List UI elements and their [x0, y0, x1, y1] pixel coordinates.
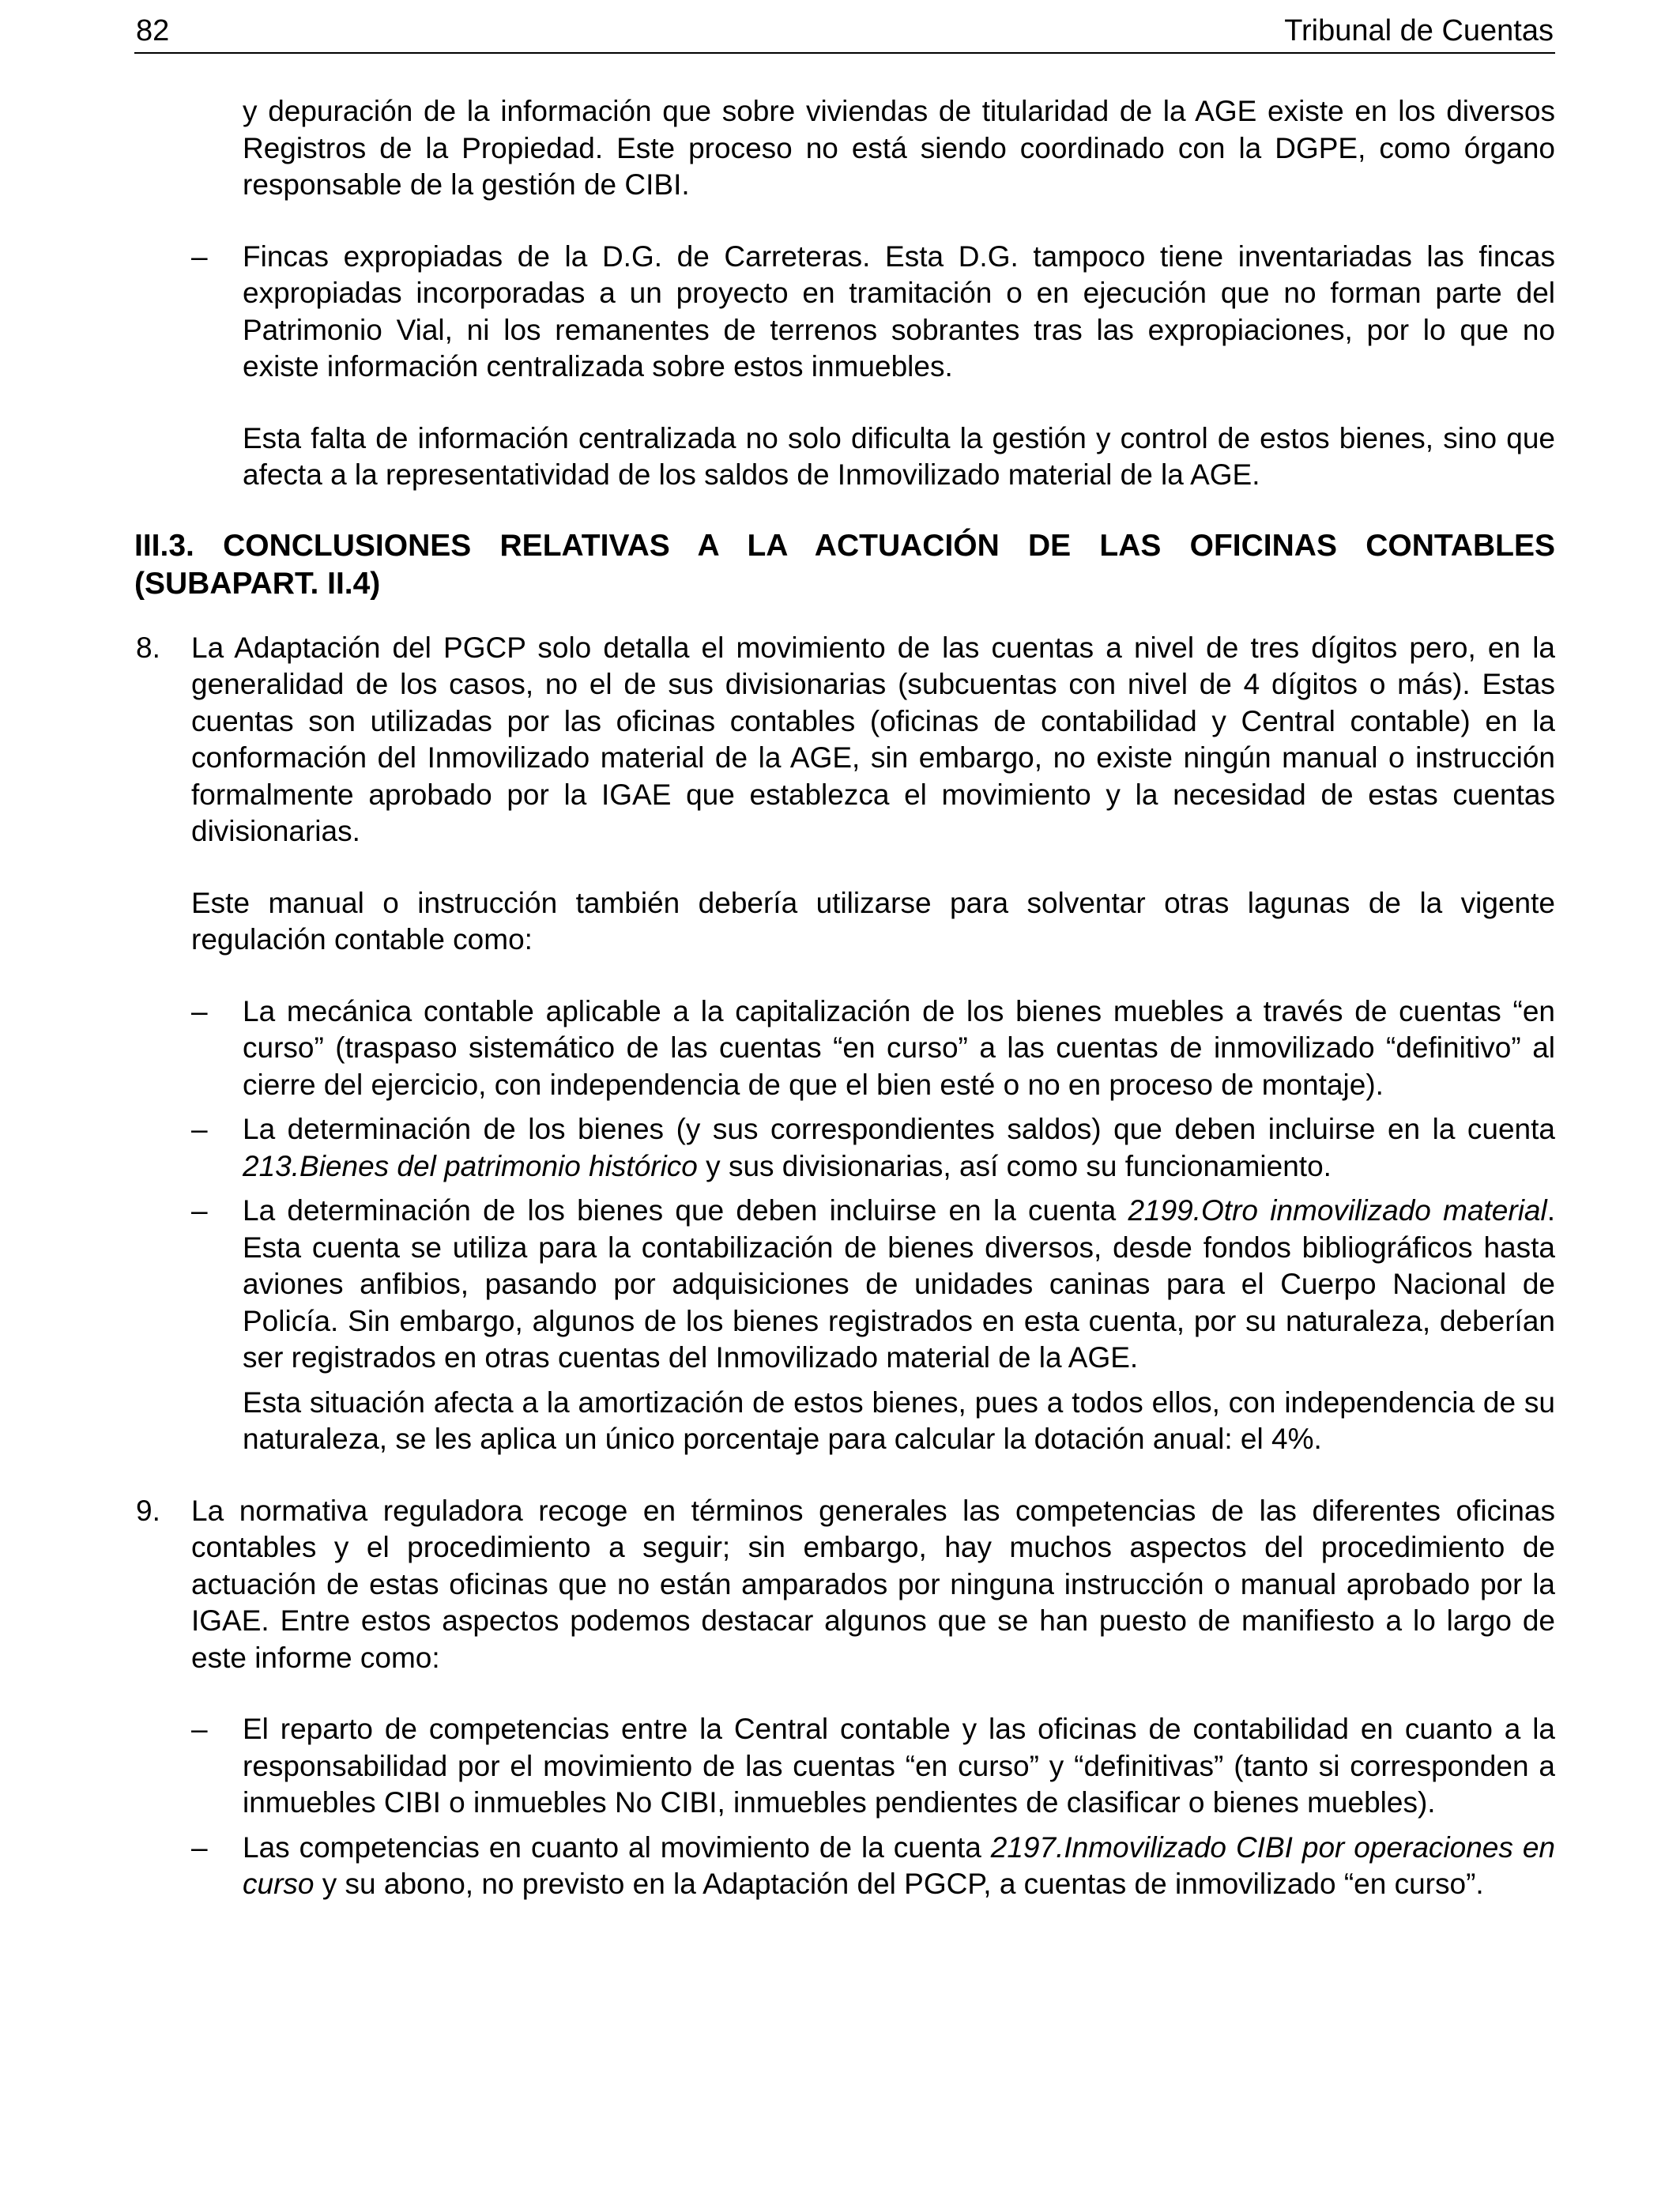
section-heading: III.3. CONCLUSIONES RELATIVAS A LA ACTUACIÓN DE LAS OFICINAS CONTABLES (SUBAPART. II.4) [134, 528, 1555, 601]
list-item-fincas [134, 239, 1555, 386]
item-number: 9. [136, 1494, 160, 1527]
list-item-text: Las competencias en cuanto al movimiento de la cuenta [243, 1830, 991, 1864]
list-item-text: Fincas expropiadas de la D.G. de Carreteras. Esta D.G. tampoco tiene inventariadas las fincas expropiadas incorporadas a un proyecto en tramitación o en ejecución que no forman parte del Patrimonio Vial, ni los remanentes de terrenos sobrantes tras las expropiaciones, por lo que no existe información centralizada sobre estos inmuebles. [243, 239, 1555, 383]
paragraph-situacion: Esta situación afecta a la amortización de estos bienes, pues a todos ellos, con independencia de su naturaleza, se les aplica un único porcentaje para calcular la dotación anual: el 4%. [243, 1385, 1555, 1455]
numbered-item-8 [134, 630, 1555, 850]
list-item-text: . Esta cuenta se utiliza para la contabilización de bienes diversos, desde fondos bibliográficos hasta aviones anfibios, pasando por adquisiciones de unidades caninas para el Cuerpo Nacional de Policía. Sin embargo, algunos de los bienes registrados en esta cuenta, por su naturaleza, deberían ser registrados en otras cuentas del Inmovilizado material de la AGE. [243, 1194, 1555, 1374]
dash-bullet: – [191, 1194, 208, 1227]
list-item-text: y su abono, no previsto en la Adaptación del PGCP, a cuentas de inmovilizado “en curso”. [314, 1868, 1484, 1900]
paragraph-continuation: y depuración de la información que sobre viviendas de titularidad de la AGE existe en los diversos Registros de la Propiedad. Este proceso no está siendo coordinado con la DGPE, como órgano responsable de la gestión de CIBI. [243, 95, 1555, 201]
list-item-text: y sus divisionarias, así como su funcionamiento. [697, 1149, 1332, 1182]
list-item-text: El reparto de competencias entre la Central contable y las oficinas de contabilidad en cuanto a la responsabilidad por el movimiento de las cuentas “en curso” y “definitivas” (tanto si corresponden a inmuebles CIBI o inmuebles No CIBI, inmuebles pendientes de clasificar o bienes muebles). [243, 1713, 1555, 1819]
item-text: La normativa reguladora recoge en términos generales las competencias de las diferentes oficinas contables y el procedimiento a seguir; sin embargo, hay muchos aspectos del procedimiento de actuación de estas oficinas que no están amparados por ninguna instrucción o manual aprobado por la IGAE. Entre estos aspectos podemos destacar algunos que se han puesto de manifiesto a lo largo de este informe como: [191, 1494, 1555, 1674]
list-item-text: La determinación de los bienes (y sus correspondientes saldos) que deben incluirse en la cuenta [243, 1113, 1555, 1145]
list-item-text: La mecánica contable aplicable a la capitalización de los bienes muebles a través de cuentas “en curso” (traspaso sistemático de las cuentas “en curso” a las cuentas de inmovilizado “definitivo” al cierre del ejercicio, con independencia de que el bien esté o no en proceso de montaje). [243, 994, 1555, 1101]
list-item-competencias [134, 1830, 1555, 1903]
item-text: La Adaptación del PGCP solo detalla el movimiento de las cuentas a nivel de tres dígitos pero, en la generalidad de los casos, no el de sus divisionarias (subcuentas con nivel de 4 dígitos o más). Estas cuentas son utilizadas por las oficinas contables (oficinas de contabilidad y Central contable) en la conformación del Inmovilizado material de la AGE, sin embargo, no existe ningún manual o instrucción formalmente aprobado por la IGAE que establezca el movimiento y la necesidad de estas cuentas divisionarias. [191, 631, 1555, 847]
list-item-reparto [134, 1711, 1555, 1822]
page-header [134, 11, 1555, 54]
running-header-title: Tribunal de Cuentas [1284, 14, 1554, 47]
item-number: 8. [136, 631, 160, 664]
list-item-mecanica [134, 993, 1555, 1104]
account-name: 213.Bienes del patrimonio histórico [243, 1149, 698, 1182]
list-item-text: La determinación de los bienes que deben incluirse en la cuenta [243, 1194, 1128, 1227]
dash-bullet: – [191, 1713, 208, 1745]
dash-bullet: – [191, 1113, 208, 1145]
document-body [134, 93, 1555, 1903]
paragraph-manual: Este manual o instrucción también debería utilizarse para solventar otras lagunas de la vigente regulación contable como: [191, 886, 1555, 956]
dash-bullet: – [191, 239, 208, 273]
dash-bullet: – [191, 994, 208, 1027]
list-item-otro-inmovilizado [134, 1193, 1555, 1377]
numbered-item-9 [134, 1493, 1555, 1677]
account-name: 2197.Inmovilizado CIBI por operaciones en curso [243, 1830, 1555, 1900]
list-item-patrimonio [134, 1111, 1555, 1185]
paragraph-falta: Esta falta de información centralizada no solo dificulta la gestión y control de estos bienes, sino que afecta a la representatividad de los saldos de Inmovilizado material de la AGE. [243, 421, 1555, 491]
account-name: 2199.Otro inmovilizado material [1128, 1194, 1547, 1227]
dash-bullet: – [191, 1830, 208, 1864]
page-number: 82 [136, 14, 170, 47]
